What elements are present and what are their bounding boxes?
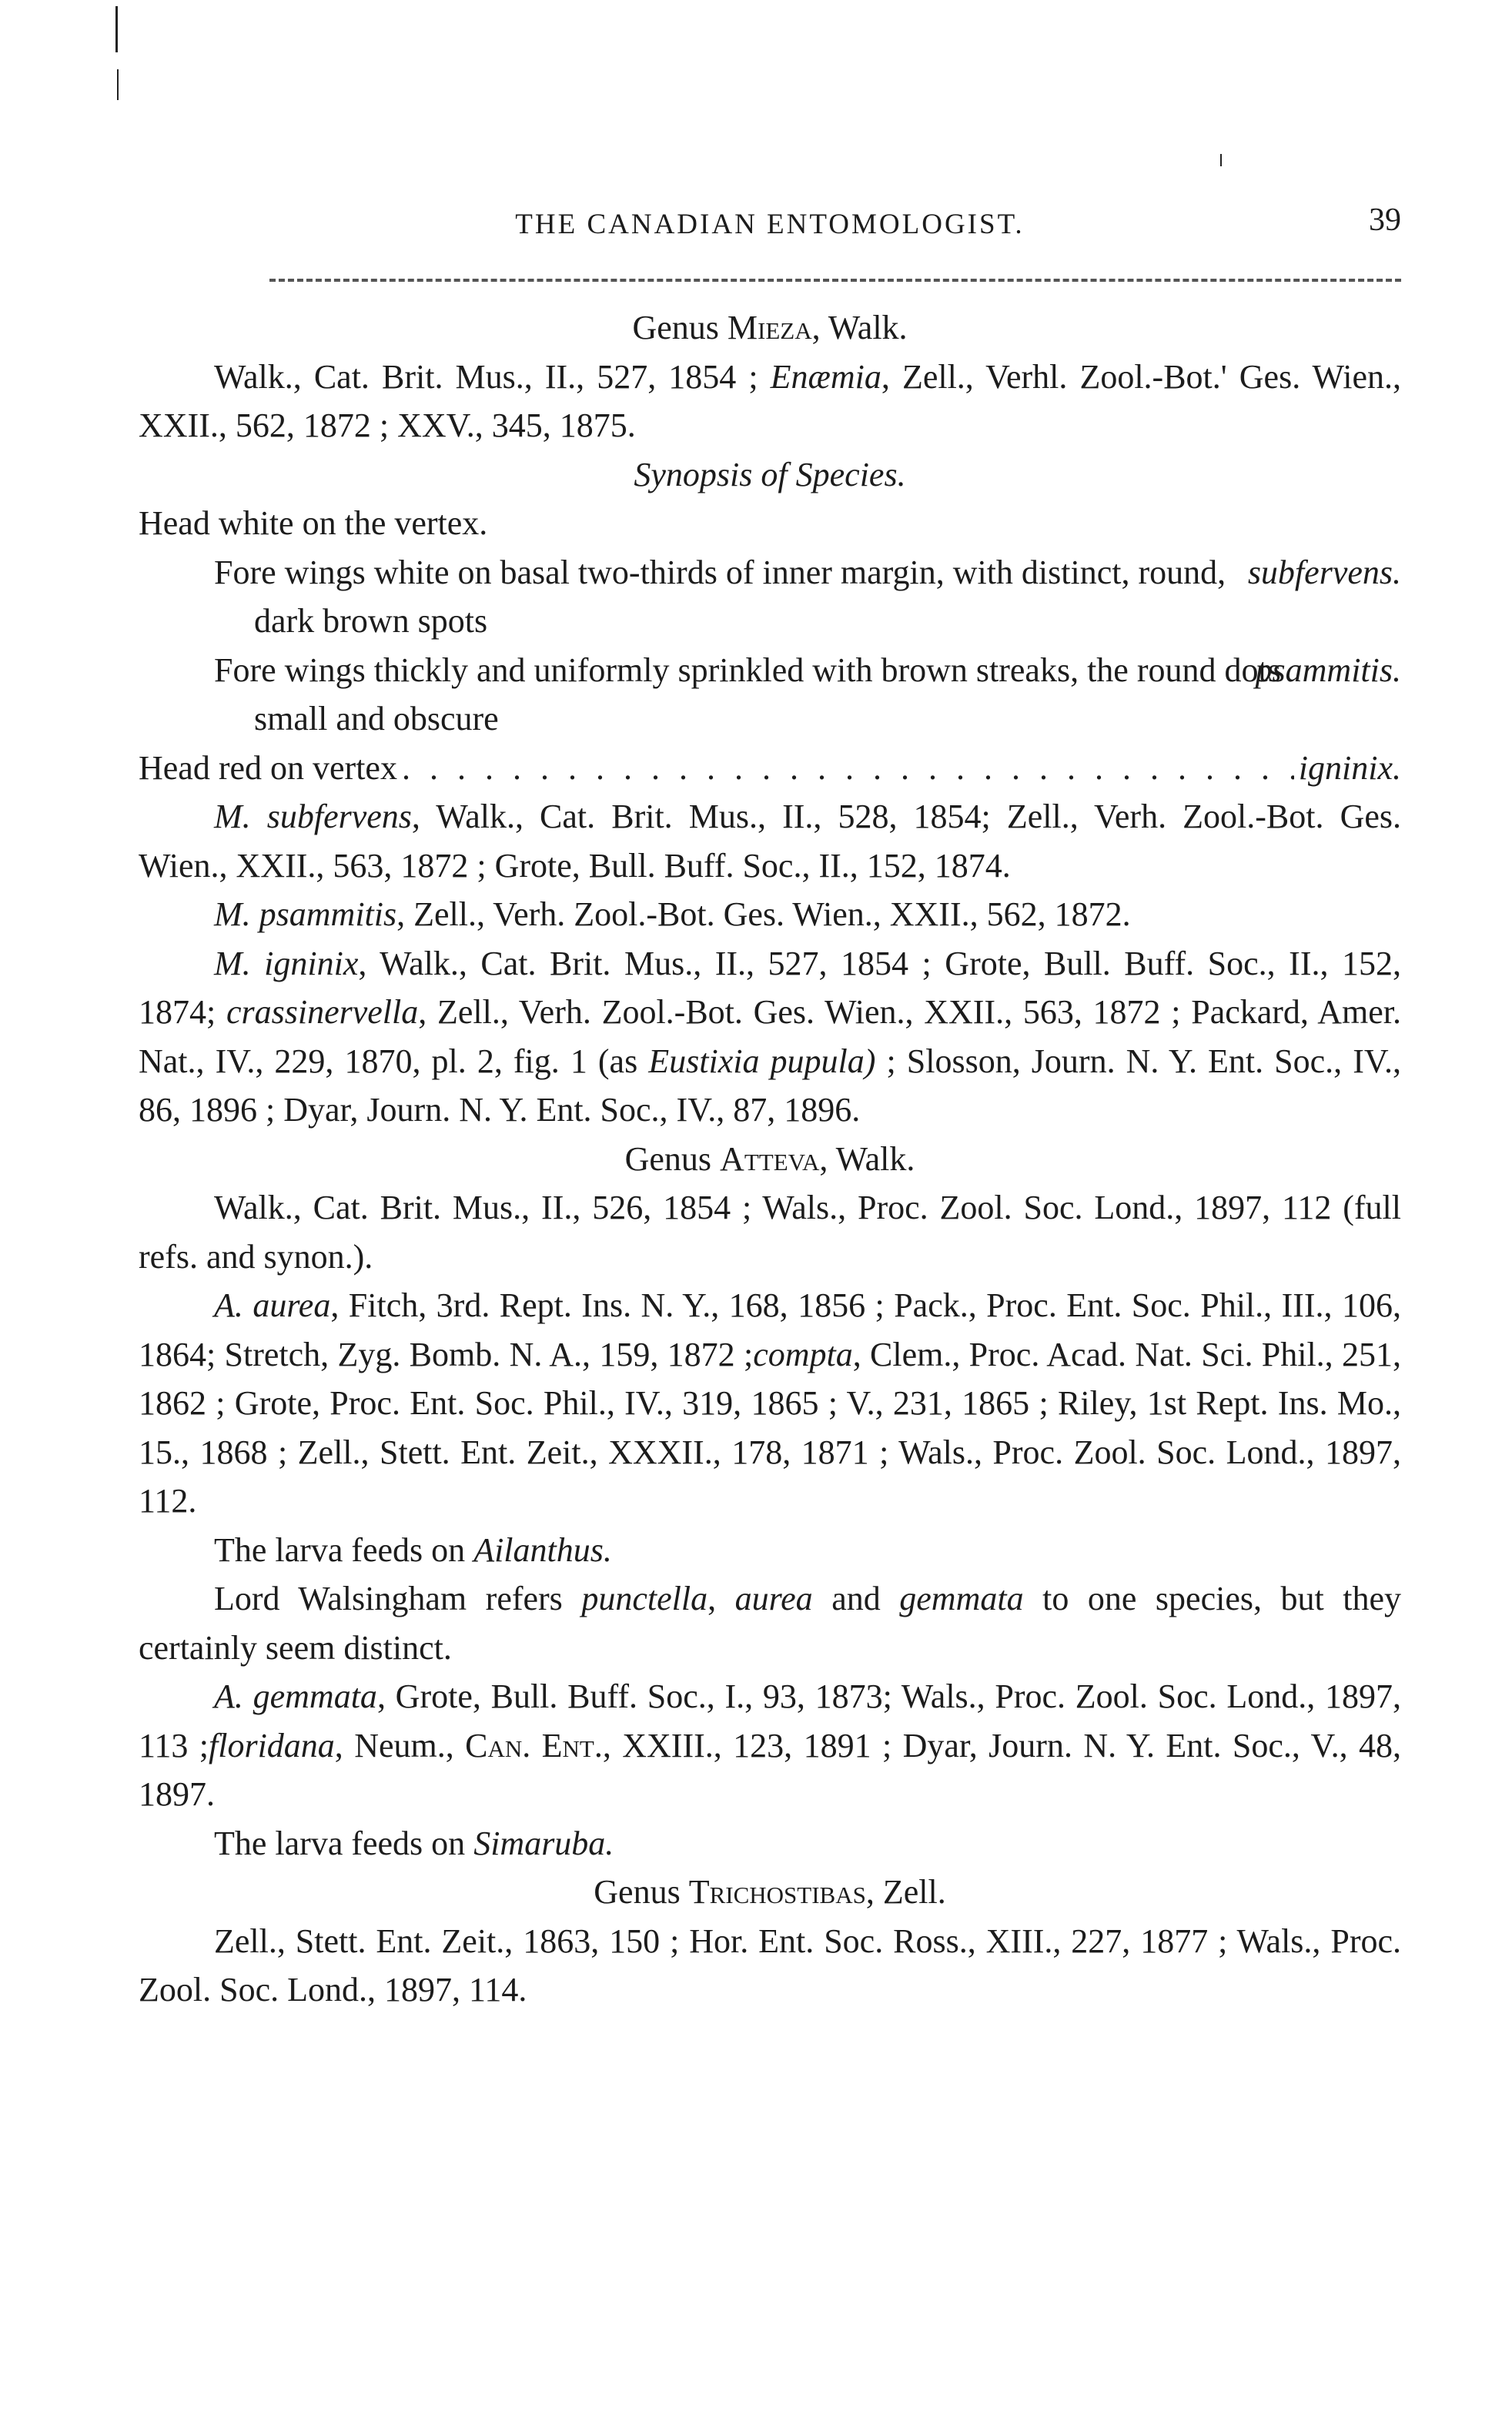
species-name: aurea	[734, 1580, 813, 1617]
species-entry-igninix	[139, 939, 1401, 1135]
reference-text: , Walk., Cat. Brit. Mus., II., 528, 1854; Zell., Verh. Zool.-Bot. Ges. Wien., XXII., 563, 1872 ; Grote, Bull. Buff. Soc., II., 152, 1874.	[139, 798, 1401, 885]
plant-name: Ailanthus.	[473, 1530, 612, 1569]
key-leader-line	[214, 548, 1401, 646]
reference-text: , Zell., Verh. Zool.-Bot. Ges. Wien., XXII., 563, 1872 ; Packard, Amer. Nat., IV., 229, 1870, pl. 2, fig. 1 (as	[139, 993, 1401, 1080]
reference-paragraph	[139, 1917, 1401, 2015]
reference-text: , Neum.,	[334, 1726, 466, 1764]
key-species-name: subfervens.	[1247, 553, 1401, 591]
species-entry-gemmata	[139, 1672, 1401, 1819]
note-text: The larva feeds on	[214, 1824, 474, 1862]
remark-paragraph	[139, 1574, 1401, 1672]
note-text: to one species, but they certainly seem distinct.	[139, 1580, 1402, 1667]
note-text: Lord Walsingham refers	[214, 1580, 582, 1617]
genus-heading-mieza	[139, 303, 1401, 353]
reference-text: Walk., Cat. Brit. Mus., II., 527, 1854 ;	[214, 357, 771, 396]
larva-note	[139, 1819, 1401, 1868]
species-entry-subfervens	[139, 792, 1401, 890]
page-header	[139, 202, 1401, 248]
reference-text: , XXIII., 123, 1891 ; Dyar, Journ. N. Y. Ent. Soc., V., 48, 1897.	[139, 1726, 1402, 1813]
genus-word: Genus	[594, 1873, 681, 1911]
synonym-name: Eustixia pupula)	[648, 1042, 876, 1080]
species-entry-aurea	[139, 1281, 1401, 1526]
key-text: Head white on the vertex.	[139, 504, 488, 542]
key-line	[139, 744, 1401, 793]
plant-name: Simaruba.	[473, 1824, 614, 1862]
genus-heading-atteva	[139, 1135, 1401, 1184]
synopsis-heading	[139, 450, 1401, 500]
reference-text: , Grote, Bull. Buff. Soc., I., 93, 1873; Wals., Proc. Zool. Soc. Lond., 1897, 113 ;	[139, 1677, 1402, 1764]
key-text: Fore wings white on basal two-thirds of inner margin, with distinct, round, dark brown spots	[214, 553, 1226, 640]
species-entry-psammitis	[139, 890, 1401, 939]
species-name: A. aurea	[214, 1286, 331, 1324]
key-species-name: igninix.	[1298, 748, 1401, 787]
genus-name: Mieza	[727, 309, 812, 346]
reference-text: Walk., Cat. Brit. Mus., II., 526, 1854 ; Wals., Proc. Zool. Soc. Lond., 1897, 112 (full refs. and synon.).	[139, 1189, 1401, 1276]
genus-author: , Walk.	[811, 309, 908, 346]
genus-name: Trichostibas	[688, 1873, 866, 1911]
key-leader-line	[214, 646, 1401, 744]
species-name: punctella	[581, 1580, 708, 1617]
page-number: 39	[1369, 202, 1401, 238]
larva-note	[139, 1526, 1401, 1575]
note-text: The larva feeds on	[214, 1530, 474, 1569]
body-text	[139, 303, 1401, 2015]
reference-text: , Zell., Verhl. Zool.-Bot.' Ges. Wien., XXII., 562, 1872 ; XXV., 345, 1875.	[139, 357, 1401, 444]
scan-margin-mark	[115, 6, 118, 52]
note-text: and	[812, 1580, 900, 1617]
reference-text: , Fitch, 3rd. Rept. Ins. N. Y., 168, 1856 ; Pack., Proc. Ent. Soc. Phil., III., 106, 1864; Stretch, Zyg. Bomb. N. A., 159, 1872 ;	[139, 1286, 1401, 1373]
genus-author: , Walk.	[819, 1139, 915, 1178]
genus-heading-trichostibas	[139, 1868, 1401, 1917]
header-rule	[269, 279, 1401, 282]
scan-margin-mark	[1220, 154, 1222, 166]
synonym-name: compta	[753, 1335, 853, 1373]
genus-author: , Zell.	[865, 1873, 946, 1911]
key-species-name: psammitis.	[1255, 651, 1401, 689]
key-line	[139, 499, 1401, 548]
scan-margin-mark	[117, 69, 119, 100]
synonym-name: floridana	[209, 1726, 335, 1764]
genus-word: Genus	[632, 309, 719, 346]
reference-paragraph	[139, 353, 1401, 450]
synonym-name: Enæmia	[770, 357, 881, 396]
key-text: Fore wings thickly and uniformly sprinkled with brown streaks, the round dots small and obscure	[214, 651, 1281, 738]
species-name: gemmata	[899, 1580, 1024, 1617]
journal-name: Can. Ent.	[465, 1726, 603, 1764]
key-line	[139, 548, 1401, 646]
note-text: ,	[707, 1580, 735, 1617]
synonym-name: crassinervella	[226, 993, 419, 1031]
running-title: THE CANADIAN ENTOMOLOGIST.	[515, 209, 1025, 240]
reference-paragraph	[139, 1183, 1401, 1281]
genus-name: Atteva	[720, 1139, 820, 1178]
key-line	[139, 646, 1401, 744]
reference-text: , Zell., Verh. Zool.-Bot. Ges. Wien., XXII., 562, 1872.	[396, 895, 1131, 933]
species-name: M. igninix	[214, 944, 359, 982]
synopsis-heading-text: Synopsis of Species.	[634, 455, 906, 493]
species-name: M. psammitis	[214, 895, 397, 933]
reference-text: , Clem., Proc. Acad. Nat. Sci. Phil., 251, 1862 ; Grote, Proc. Ent. Soc. Phil., IV., 319, 1865 ; V., 231, 1865 ; Riley, 1st Rept. Ins. Mo., 15., 1868 ; Zell., Stett. Ent. Zeit., XXXII., 178, 1871 ; Wals., Proc. Zool. Soc. Lond., 1897, 112.	[139, 1335, 1401, 1520]
leader-dots	[402, 744, 1294, 793]
reference-text: ; Slosson, Journ. N. Y. Ent. Soc., IV., 86, 1896 ; Dyar, Journ. N. Y. Ent. Soc., IV., 87, 1896.	[139, 1042, 1401, 1129]
genus-word: Genus	[624, 1139, 712, 1178]
key-leader-line	[139, 744, 1401, 793]
species-name: M. subfervens	[214, 798, 412, 835]
reference-text: , Walk., Cat. Brit. Mus., II., 527, 1854 ; Grote, Bull. Buff. Soc., II., 152, 1874;	[139, 944, 1401, 1031]
reference-text: Zell., Stett. Ent. Zeit., 1863, 150 ; Hor. Ent. Soc. Ross., XIII., 227, 1877 ; Wals., Proc. Zool. Soc. Lond., 1897, 114.	[139, 1922, 1401, 2009]
species-name: A. gemmata	[214, 1677, 377, 1715]
key-text: Head red on vertex	[139, 748, 397, 787]
